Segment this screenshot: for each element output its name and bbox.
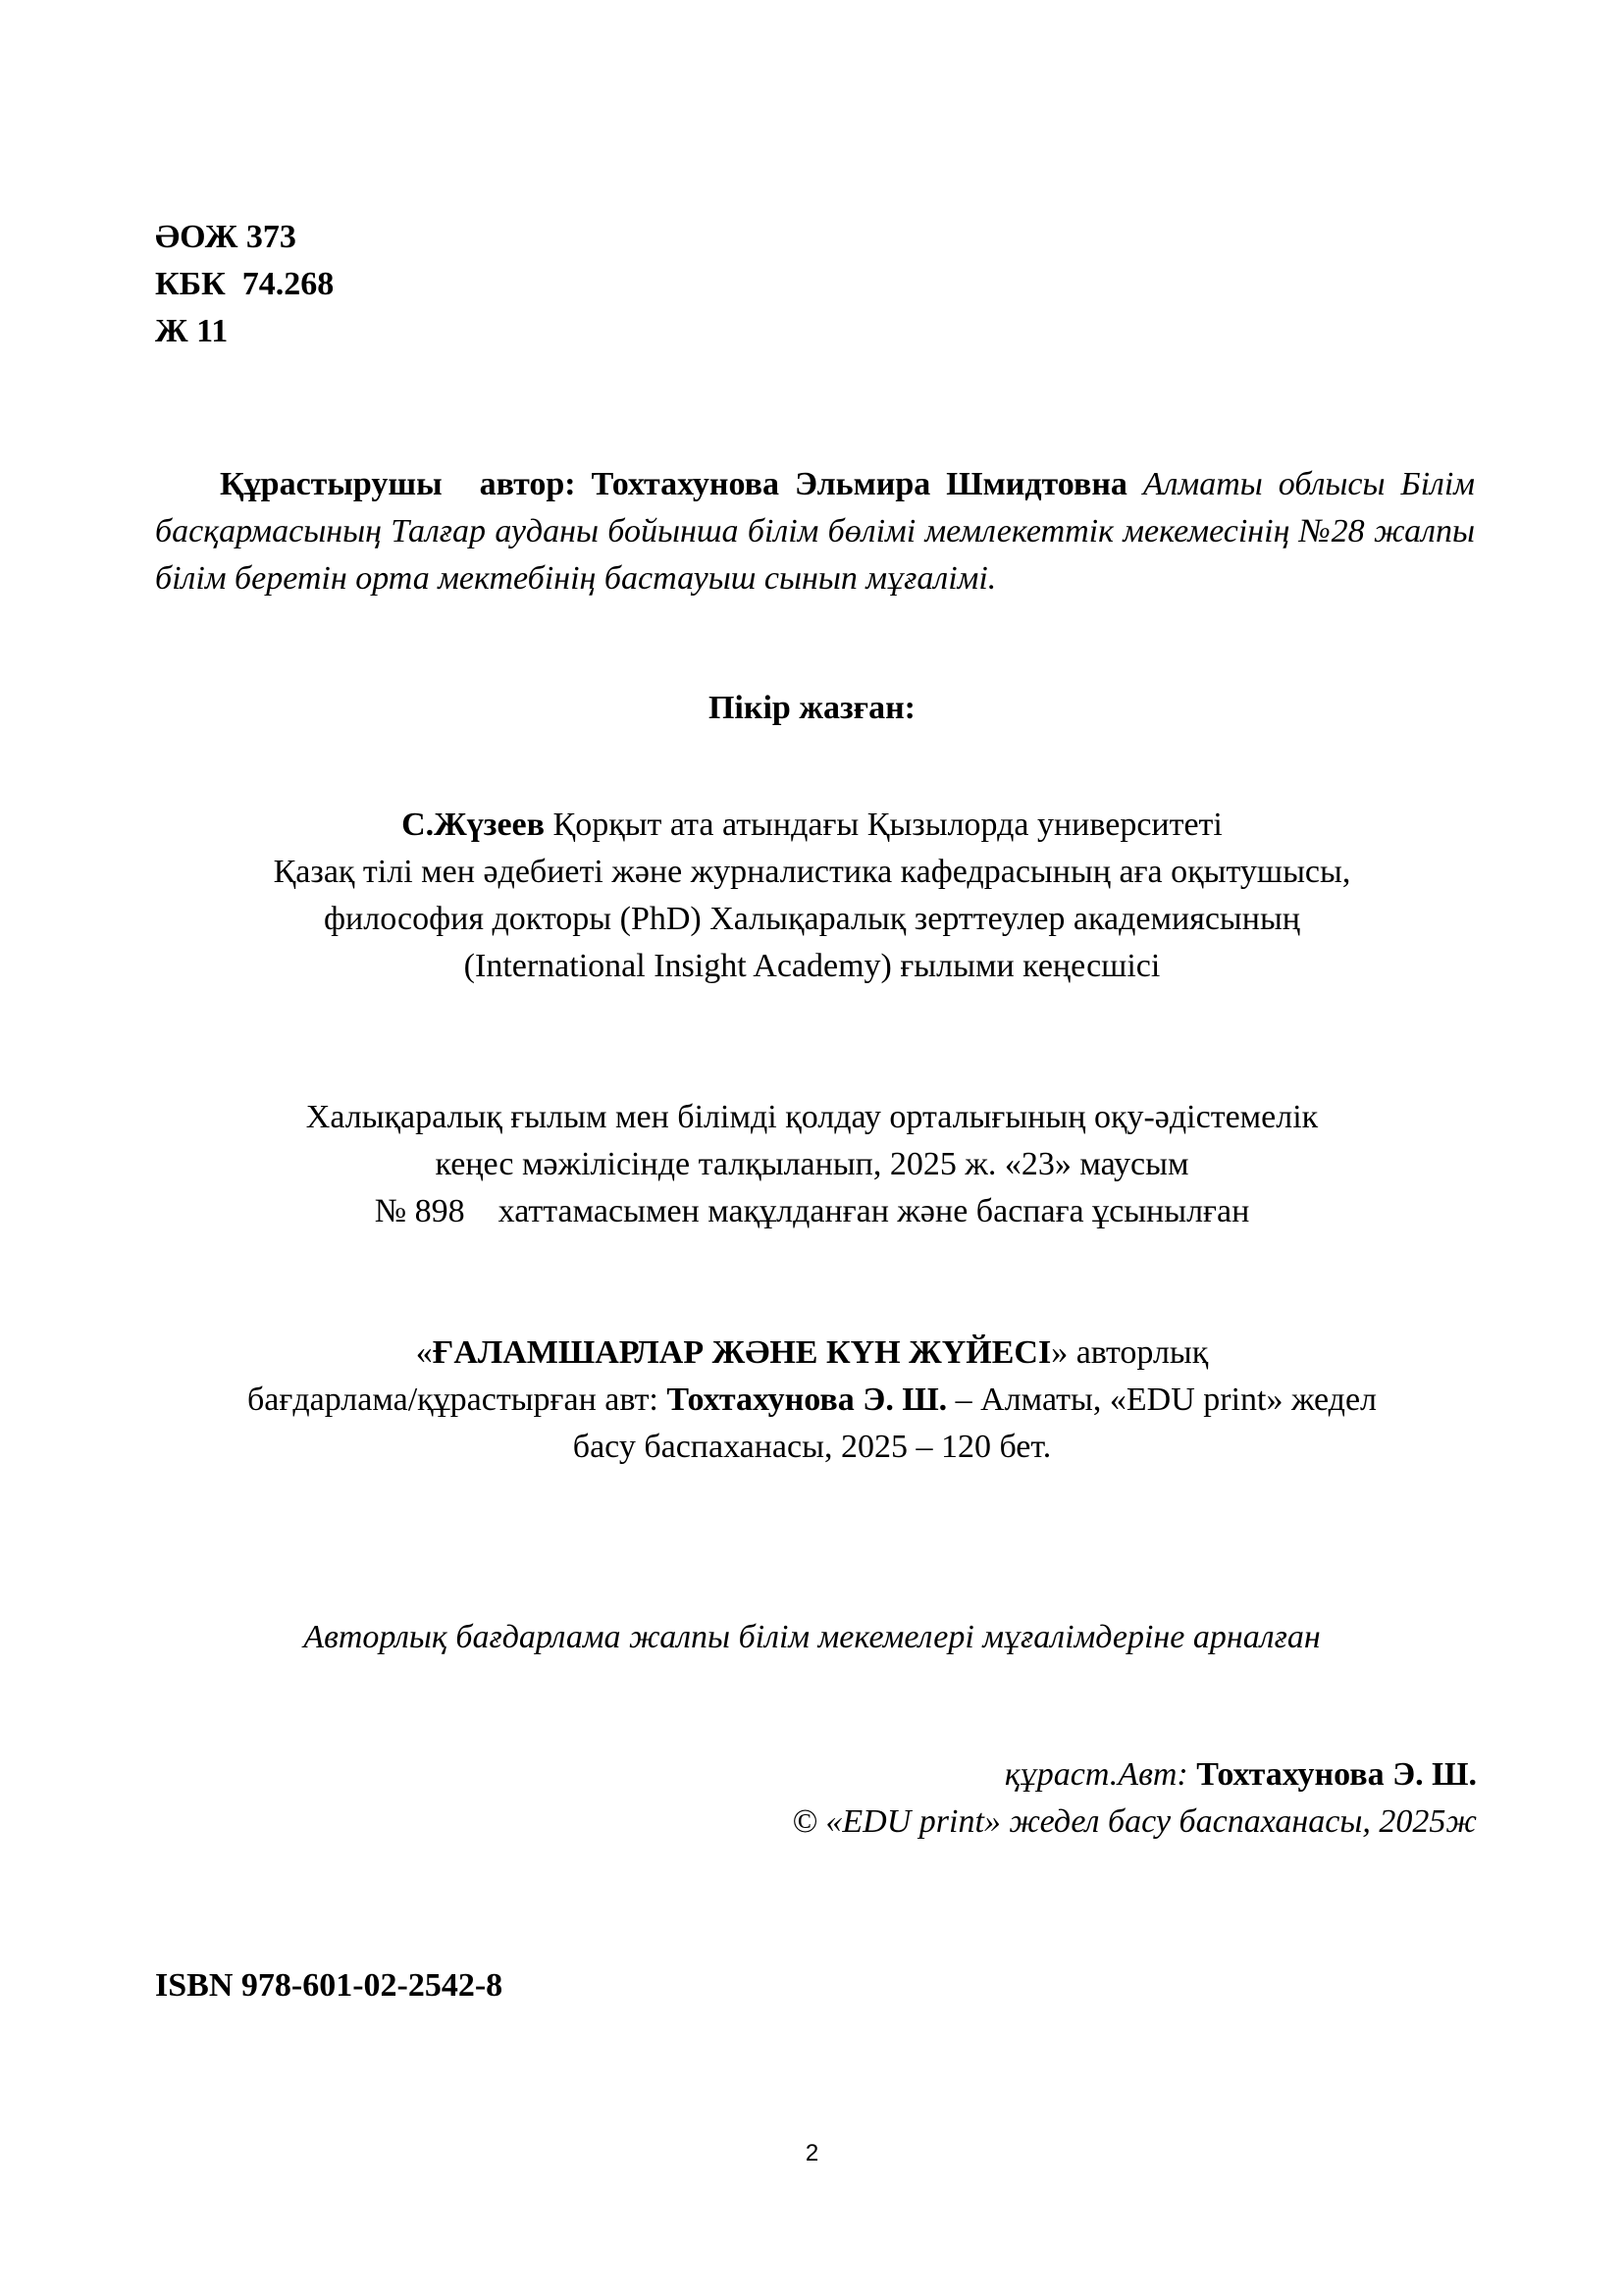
citation-open-quote: « (415, 1334, 433, 1371)
compiler-affiliation: Алматы облысы Білім басқармасының Талғар ауданы бойынша білім бөлімі мемлекеттік мекемесінің №28 жалпы білім беретін орта мектебінің бастауыш сынып мұғалімі. (155, 466, 1475, 597)
citation-publisher: – Алматы, «EDU print» жедел (947, 1382, 1378, 1418)
review-title: Пікір жазған: (707, 690, 916, 726)
signoff-compiler-name: Тохтахунова Э. Ш. (1196, 1756, 1477, 1793)
reviewer-line-4: (International Insight Academy) ғылыми кеңесшісі (463, 948, 1161, 984)
reviewer-line-2: Қазақ тілі мен әдебиеті және журналистика кафедрасының аға оқытушысы, (273, 854, 1351, 890)
signoff-block (792, 1751, 1477, 1846)
reviewer-name: С.Жүзеев (401, 807, 546, 843)
author-mark: Ж 11 (155, 313, 229, 349)
reviewer-line-3: философия докторы (PhD) Халықаралық зерттеулер академиясының (324, 901, 1300, 937)
reviewer-university: Қорқыт ата атындағы Қызылорда университеті (552, 807, 1223, 843)
signoff-compiler (792, 1751, 1477, 1799)
citation-close-quote: » авторлық (1051, 1334, 1209, 1371)
approval-block (0, 1094, 1624, 1235)
citation-line-2 (0, 1377, 1624, 1424)
bbk-code: КБК 74.268 (155, 266, 335, 302)
isbn: ISBN 978-601-02-2542-8 (155, 1967, 503, 2004)
book-title: ҒАЛАМШАРЛАР ЖӘНЕ КҮН ЖҮЙЕСІ (432, 1334, 1052, 1371)
citation-line-3: басу баспаханасы, 2025 – 120 бет. (572, 1429, 1052, 1465)
copyright-text: © «EDU print» жедел басу баспаханасы, 2025ж (792, 1803, 1477, 1840)
classification-codes (155, 214, 334, 355)
citation-block (0, 1330, 1624, 1471)
citation-prefix: бағдарлама/құрастырған авт: (246, 1382, 667, 1418)
citation-author: Тохтахунова Э. Ш. (666, 1382, 948, 1418)
reviewer-line-1 (0, 802, 1624, 849)
compiler-paragraph (155, 461, 1475, 602)
approval-line-1: Халықаралық ғылым мен білімді қолдау орталығының оқу-әдістемелік (305, 1099, 1319, 1135)
approval-line-3: № 898 хаттамасымен мақұлданған және баспаға ұсынылған (374, 1193, 1250, 1229)
copyright-line (792, 1799, 1477, 1846)
compiler-role-label: Құрастырушы (220, 466, 443, 502)
citation-line-1 (0, 1330, 1624, 1377)
compiler-author-name: Тохтахунова Эльмира Шмидтовна (591, 466, 1127, 502)
purpose-statement: Авторлық бағдарлама жалпы білім мекемелері мұғалімдеріне арналған (303, 1619, 1321, 1655)
signoff-compiler-label: құраст.Авт: (1004, 1756, 1188, 1793)
udc-code: ӘОЖ 373 (155, 219, 296, 255)
approval-line-2: кеңес мәжілісінде талқыланып, 2025 ж. «23» маусым (435, 1146, 1189, 1182)
reviewer-block (0, 802, 1624, 990)
page-number: 2 (805, 2140, 819, 2166)
compiler-author-label: автор: (479, 466, 576, 502)
